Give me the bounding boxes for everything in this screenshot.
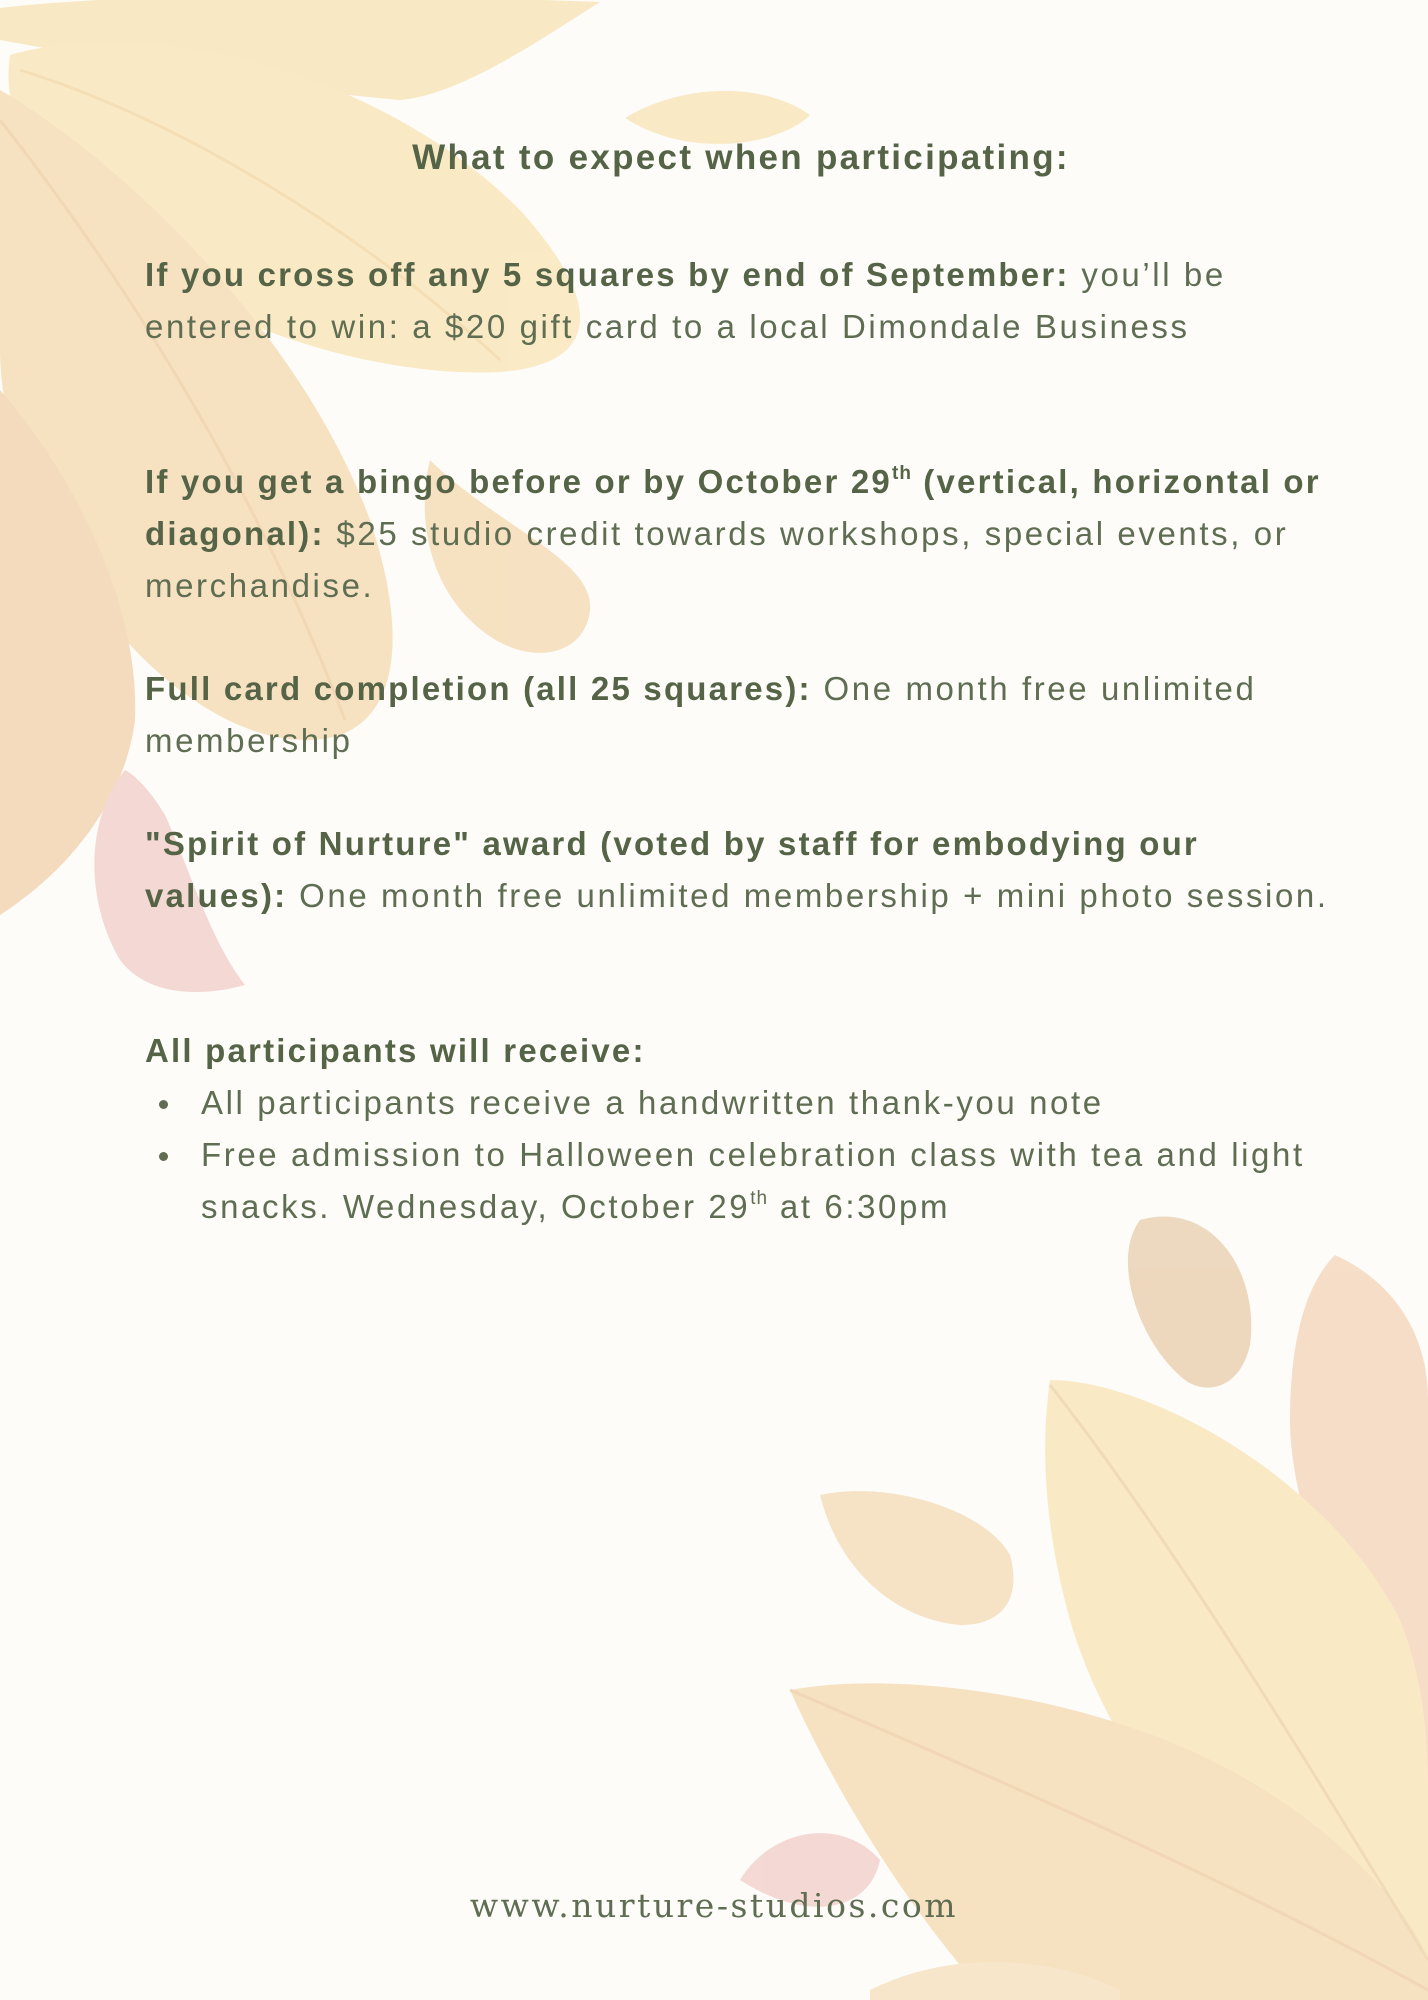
list-item-text: All participants receive a handwritten thank-you note [201, 1084, 1104, 1121]
prize-condition: "Spirit of Nurture" award (voted by staff for embodying our values): [145, 825, 1199, 914]
list-item [145, 1129, 1345, 1233]
list-item-text: Free admission to Halloween celebration class with tea and light snacks. Wednesday, October 29 [201, 1136, 1305, 1225]
prize-condition: Full card completion (all 25 squares): [145, 670, 812, 707]
page-heading: What to expect when participating: [412, 138, 1070, 177]
prize-description: One month free unlimited membership [145, 670, 1257, 759]
prize-bingo [145, 456, 1345, 612]
prize-description: $25 studio credit towards workshops, special events, or merchandise. [145, 515, 1289, 604]
ordinal-suffix: th [750, 1188, 769, 1209]
prize-five-squares [145, 249, 1345, 353]
prize-description: you’ll be entered to win: a $20 gift card to a local Dimondale Business [145, 256, 1226, 345]
prize-full-card [145, 663, 1345, 767]
participants-section [145, 1025, 1345, 1233]
prize-condition: If you cross off any 5 squares by end of September: [145, 256, 1070, 293]
participants-list [145, 1077, 1345, 1233]
list-item-text-end: at 6:30pm [768, 1188, 951, 1225]
prize-description: One month free unlimited membership + mini photo session. [287, 877, 1329, 914]
website-url: www.nurture-studios.com [469, 1886, 959, 1925]
condition-text-end: (vertical, horizontal or diagonal): [145, 463, 1321, 552]
prize-spirit-award [145, 818, 1345, 922]
condition-text: If you get a bingo before or by October 29 [145, 463, 892, 500]
list-item [145, 1077, 1345, 1129]
ordinal-suffix: th [892, 463, 912, 484]
participants-heading: All participants will receive: [145, 1032, 646, 1069]
